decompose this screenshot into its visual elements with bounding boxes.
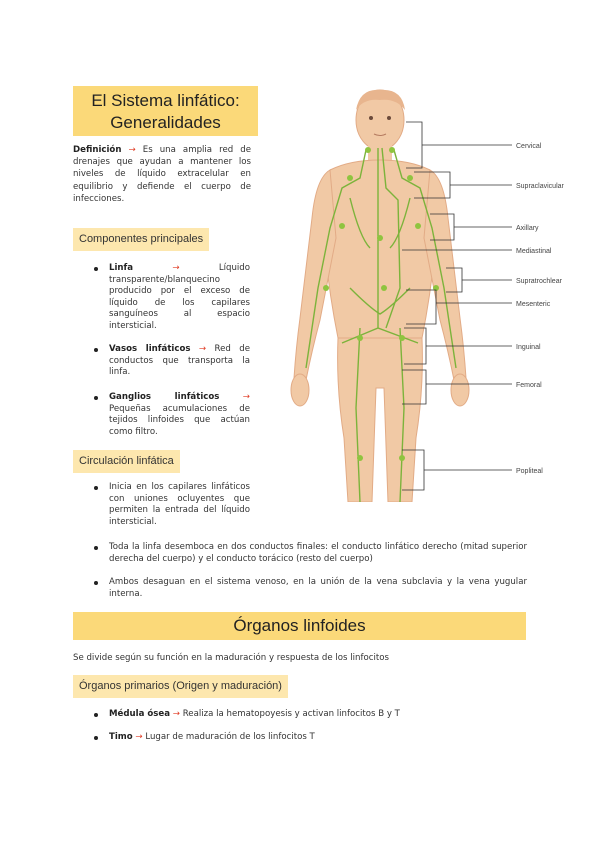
figure-labels (516, 143, 565, 475)
bullet-text: Toda la linfa desemboca en dos conductos finales: el conducto linfático derecho (mitad superior derecha del cuerpo) y el conducto torácico (resto del cuerpo) (109, 542, 527, 564)
arrow-icon: → (242, 392, 250, 402)
bullet-term: Timo (109, 732, 133, 742)
label-axillary: Axillary (516, 225, 539, 232)
bullet-text: Ambos desaguan en el sistema venoso, en la unión de la vena subclavia y la vena yugular interna. (109, 577, 527, 599)
bullet-text: Pequeñas acumulaciones de tejidos linfoides que actúan como filtro. (109, 403, 250, 437)
definition-paragraph (73, 144, 251, 205)
primary-organs-heading: Órganos primarios (Origen y maduración) (73, 675, 288, 698)
components-heading: Componentes principales (73, 228, 209, 251)
circulation-heading: Circulación linfática (73, 450, 180, 473)
bullet-term: Ganglios linfáticos (109, 392, 220, 402)
definition-text: Es una amplia red de drenajes que ayudan a mantener los niveles de líquido extracelular en equilibrio y defiende el cuerpo de infecciones. (73, 145, 251, 204)
definition-term: Definición (73, 145, 122, 155)
page-title (73, 86, 258, 136)
label-supraclavicular: Supraclavicular (516, 183, 564, 190)
bullet-term: Médula ósea (109, 709, 171, 719)
list-item (109, 392, 250, 438)
bullet-text: Lugar de maduración de los linfocitos T (145, 732, 315, 742)
label-femoral: Femoral (516, 382, 542, 389)
bullet-text: Realiza la hematopoyesis y activan linfocitos B y T (182, 709, 400, 719)
list-item (109, 263, 250, 333)
page-title-line2: Generalidades (110, 113, 221, 132)
organs-intro: Se divide según su función en la maduración y respuesta de los linfocitos (73, 653, 389, 663)
page-title-line1: El Sistema linfático: (91, 91, 240, 110)
arrow-icon: → (135, 732, 143, 742)
bullet-term: Vasos linfáticos (109, 344, 191, 354)
label-inguinal: Inguinal (516, 344, 541, 351)
arrow-icon: → (198, 344, 207, 354)
list-item (109, 482, 250, 528)
label-cervical: Cervical (516, 143, 542, 150)
list-item (109, 732, 527, 744)
section-title-organs: Órganos linfoides (73, 612, 526, 640)
list-item (109, 344, 250, 379)
lymphatic-system-illustration (290, 88, 580, 502)
bullet-text: Red de conductos que transporta la linfa. (109, 344, 250, 378)
arrow-icon: → (172, 263, 180, 273)
list-item (109, 709, 527, 721)
human-body-figure (291, 90, 469, 502)
arrow-icon: → (128, 145, 136, 155)
bullet-text: Líquido transparente/blanquecino producido por el exceso de líquido de los capilares sanguíneos al espacio intersticial. (109, 263, 250, 331)
label-mediastinal: Mediastinal (516, 248, 552, 255)
list-item (109, 542, 527, 565)
label-popliteal: Popliteal (516, 468, 543, 475)
list-item (109, 577, 527, 600)
label-supratrochlear: Supratrochlear (516, 278, 562, 285)
label-mesenteric: Mesenteric (516, 301, 551, 308)
bullet-text: Inicia en los capilares linfáticos con uniones ocluyentes que permiten la entrada del líquido intersticial. (109, 482, 250, 527)
arrow-icon: → (172, 709, 180, 719)
bullet-term: Linfa (109, 263, 134, 273)
